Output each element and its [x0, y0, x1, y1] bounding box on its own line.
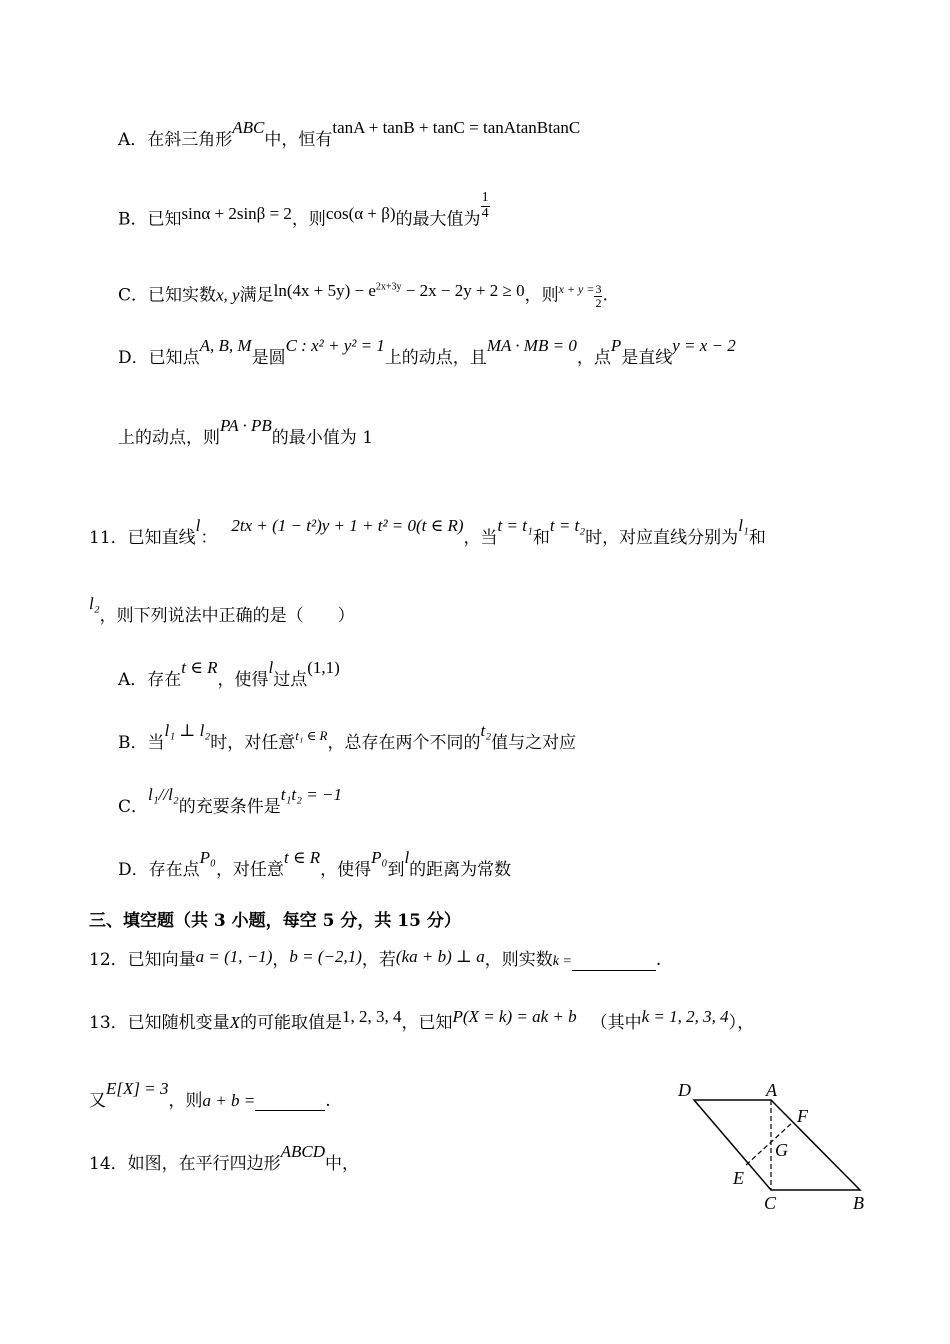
log-inequality — [274, 281, 525, 300]
label-c: C — [764, 1193, 777, 1213]
text: ，使得 — [217, 670, 269, 690]
sin-equation: sinα + 2sinβ = 2 — [181, 203, 292, 223]
period: . — [325, 1091, 331, 1111]
q14-number: 14．如图，在平行四边形 — [89, 1154, 281, 1174]
text: 时，对应直线分别为 — [585, 528, 739, 548]
point-p0: P₀ — [199, 848, 216, 867]
t-equals-t2: t = t₂ — [549, 516, 586, 535]
values-1234: 1, 2, 3, 4 — [342, 1007, 402, 1026]
text: 到 — [387, 860, 405, 880]
q11-stem — [89, 516, 766, 548]
period: . — [602, 285, 608, 306]
text: 上的动点，则 — [118, 428, 220, 448]
text: 和 — [748, 528, 766, 548]
a-plus-b: a + b = — [202, 1091, 256, 1110]
text: ，则 — [524, 285, 559, 306]
inequality-part1: ln(4x + 5y) − e — [273, 280, 376, 300]
dot-product-ma-mb — [487, 336, 577, 356]
triangle-abc: ABC — [232, 118, 265, 137]
label-b: B — [853, 1193, 864, 1213]
label-f: F — [797, 1106, 808, 1126]
numerator: 3 — [595, 282, 602, 296]
text: 中，恒有 — [264, 130, 333, 150]
q13 — [89, 1007, 755, 1033]
line-l2: l₂ — [89, 594, 100, 613]
q14 — [89, 1142, 360, 1174]
text: 满足 — [239, 285, 274, 306]
text: 的最小值为 1 — [271, 428, 374, 448]
q10-option-a — [118, 118, 581, 150]
q13-number: 13．已知随机变量 — [89, 1013, 230, 1033]
line-equation: 2tx + (1 − t²)y + 1 + t² = 0(t ∈ R) — [231, 516, 464, 535]
text: ，总存在两个不同的 — [327, 733, 481, 753]
text: 上的动点，且 — [384, 348, 487, 368]
text: （其中 — [590, 1013, 642, 1033]
t1-in-r: t₁ ∈ R — [295, 728, 328, 743]
colon: ： — [200, 528, 218, 548]
k-equals: k = — [552, 954, 572, 969]
t-in-r: t ∈ R — [181, 658, 218, 677]
q10-option-d-cont — [118, 416, 374, 448]
denominator: 2 — [595, 295, 602, 310]
vector-b: b = (−2,1) — [289, 947, 362, 966]
answer-blank[interactable] — [572, 952, 656, 971]
numerator: 1 — [481, 190, 489, 205]
text: ，则 — [291, 209, 326, 230]
t2: t₂ — [480, 721, 492, 740]
label-d: D — [678, 1080, 691, 1100]
q10-option-c — [118, 280, 608, 310]
text: 的可能取值是 — [240, 1013, 343, 1033]
points-abm: A, B, M — [199, 336, 252, 355]
line-equation: y = x − 2 — [672, 336, 736, 355]
option-a-label: A．存在 — [118, 670, 182, 690]
q11-option-a — [118, 658, 340, 690]
point-p0: P₀ — [371, 848, 388, 867]
text: 过点 — [273, 670, 308, 690]
text: 值与之对应 — [491, 733, 577, 753]
dot-product-text: MA · MB = 0 — [486, 336, 577, 355]
perp-condition: (ka + b) ⊥ a — [395, 947, 485, 966]
parallel: l₁//l₂ — [148, 785, 179, 804]
vector-a: a = (1, −1) — [195, 947, 273, 966]
text: ）， — [728, 1013, 755, 1033]
text: ，已知 — [401, 1013, 453, 1033]
expectation: E[X] = 3 — [106, 1079, 169, 1098]
text: ，对任意 — [215, 860, 284, 880]
q11-option-d — [118, 848, 512, 880]
line-l: l — [268, 658, 274, 677]
line-l: l — [404, 848, 410, 867]
option-a-label: A．在斜三角形 — [118, 130, 233, 150]
var-x: X — [229, 1013, 241, 1032]
text: 的最大值为 — [395, 209, 481, 230]
text: 的距离为常数 — [409, 860, 512, 880]
parallelogram-figure — [660, 1070, 880, 1220]
q12 — [89, 947, 662, 971]
option-c-label: C． — [118, 797, 149, 817]
text: ，点 — [576, 348, 611, 368]
line-l: l — [195, 516, 201, 535]
tan-identity: tanA + tanB + tanC = tanAtanBtanC — [332, 118, 581, 137]
line-l1: l₁ — [738, 516, 749, 535]
text: 中， — [325, 1154, 360, 1174]
exponent: 2x+3y — [375, 280, 402, 292]
section-heading: 三、填空题（共 3 小题，每空 5 分，共 15 分） — [89, 911, 461, 931]
dot-product-pa-pb — [220, 416, 272, 436]
text: 是圆 — [251, 348, 286, 368]
t-in-r: t ∈ R — [283, 848, 321, 867]
parallelogram-abcd: ABCD — [280, 1142, 326, 1161]
probability: P(X = k) = ak + b — [452, 1007, 577, 1026]
q13-cont — [89, 1079, 331, 1111]
t1t2-condition: t₁t₂ = −1 — [280, 785, 342, 804]
option-d-label: D．已知点 — [118, 348, 200, 368]
denominator: 4 — [481, 205, 489, 221]
period: . — [655, 950, 662, 970]
q12-number: 12．已知向量 — [89, 950, 196, 970]
text: 又 — [89, 1091, 106, 1111]
q11-stem-cont — [89, 594, 355, 626]
q11-option-c — [118, 785, 342, 817]
text: 是直线 — [621, 348, 673, 368]
option-b-label: B．已知 — [118, 209, 182, 230]
k-values: k = 1, 2, 3, 4 — [641, 1007, 729, 1026]
t-equals-t1: t = t₁ — [497, 516, 533, 535]
perpendicular: l₁ ⊥ l₂ — [164, 721, 211, 740]
text: 时，对任意 — [210, 733, 296, 753]
text: ，若 — [361, 950, 396, 970]
dot-product-text: PA · PB — [220, 416, 272, 435]
sum-xy: x + y = — [558, 281, 595, 296]
text: 的充要条件是 — [178, 797, 281, 817]
q10-option-b — [118, 190, 490, 235]
label-a: A — [766, 1080, 777, 1100]
q11-option-b — [118, 721, 577, 753]
text: ，当 — [463, 528, 498, 548]
label-g: G — [775, 1140, 788, 1160]
circle-equation: C : x² + y² = 1 — [285, 336, 385, 355]
q10-option-d — [118, 336, 736, 368]
option-c-label: C．已知实数 — [118, 285, 217, 306]
point-p: P — [610, 336, 622, 355]
fraction-one-quarter — [481, 191, 490, 221]
text: ，则 — [168, 1091, 203, 1111]
label-e: E — [733, 1168, 744, 1188]
q11-number: 11．已知直线 — [89, 528, 196, 548]
vars-xy: x, y — [216, 285, 240, 305]
text: ， — [272, 950, 290, 970]
option-b-label: B．当 — [118, 733, 165, 753]
text: 和 — [532, 528, 550, 548]
answer-blank[interactable] — [255, 1092, 325, 1111]
inequality-part2: − 2x − 2y + 2 ≥ 0 — [401, 280, 525, 300]
cos-expression: cos(α + β) — [325, 203, 396, 223]
text: ，则实数 — [484, 950, 553, 970]
point-1-1: (1,1) — [307, 658, 340, 677]
text: ，则下列说法中正确的是（ ） — [99, 606, 355, 626]
option-d-label: D．存在点 — [118, 860, 200, 880]
text: ，使得 — [320, 860, 372, 880]
